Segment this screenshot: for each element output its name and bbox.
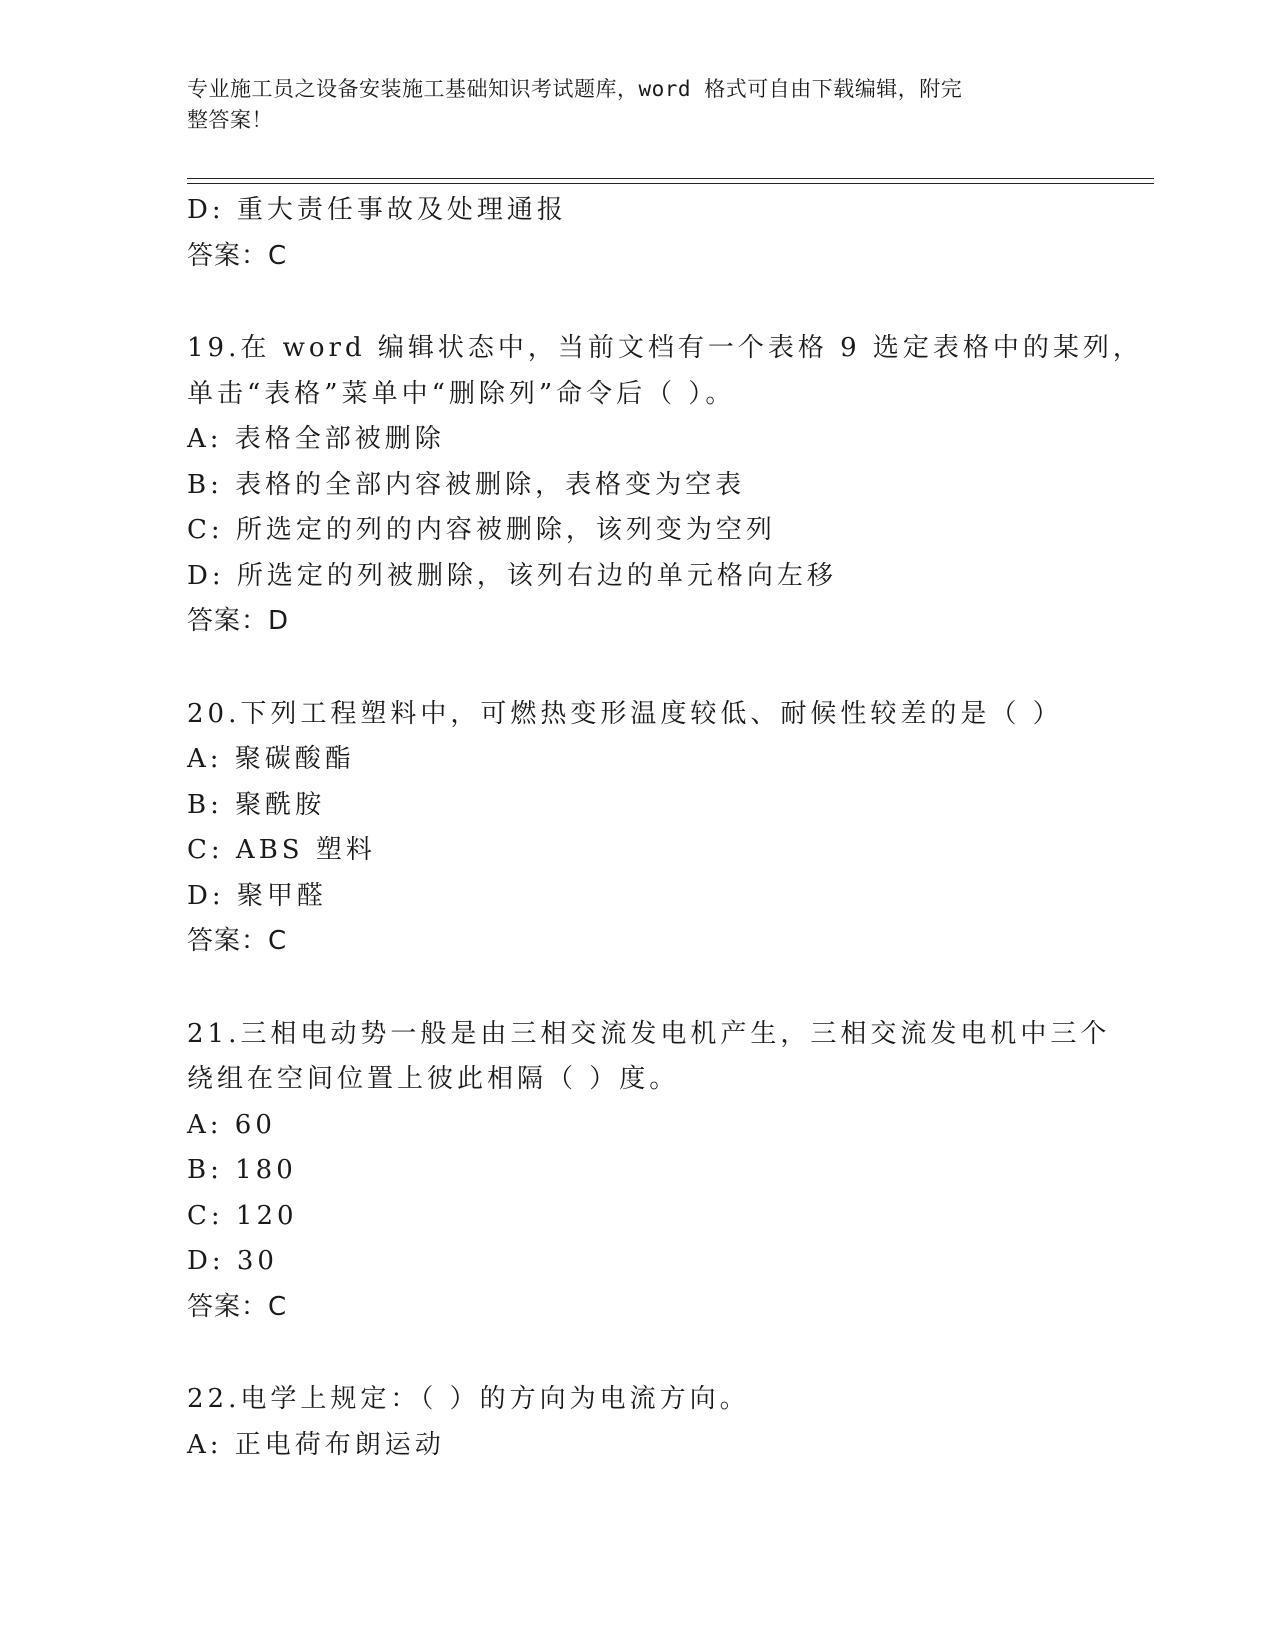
header-title-line-2: 整答案！ [187,108,273,132]
answer: 答案：C [187,926,288,956]
prev-question-tail [187,188,1147,279]
option-d: D: 聚甲醛 [187,880,327,911]
option-d: D: 重大责任事故及处理通报 [187,195,567,225]
option-a: A: 正电荷布朗运动 [187,1429,445,1460]
option-c: C: 120 [187,1200,298,1231]
option-b: B: 180 [187,1155,297,1185]
question-stem-line-2: 单击“表格”菜单中“删除列”命令后（ ）。 [187,378,736,409]
question-spacer [187,1330,1147,1377]
header-divider-top [187,178,1154,179]
option-a: A: 表格全部被删除 [187,424,445,454]
question-stem-line-1: 22.电学上规定：（ ）的方向为电流方向。 [187,1384,750,1414]
question-stem-line-1: 21.三相电动势一般是由三相交流发电机产生，三相交流发电机中三个 [187,1018,1111,1049]
question-21 [187,1012,1147,1331]
question-list [187,188,1147,1468]
question-22 [187,1377,1147,1468]
option-b: B: 表格的全部内容被删除，表格变为空表 [187,469,746,500]
question-spacer [187,279,1147,326]
option-c: C: ABS 塑料 [187,835,376,865]
answer: 答案：C [187,240,288,271]
question-stem-line-1: 20.下列工程塑料中，可燃热变形温度较低、耐候性较差的是（ ） [187,698,1063,729]
question-stem-line-2: 绕组在空间位置上彼此相隔（ ）度。 [187,1064,680,1094]
option-a: A: 聚碳酸酯 [187,744,355,774]
option-d: D: 30 [187,1246,278,1276]
option-a: A: 60 [187,1109,276,1140]
answer: 答案：D [187,606,290,636]
question-stem-line-1: 19.在 word 编辑状态中，当前文档有一个表格 9 选定表格中的某列， [187,333,1143,363]
document-header [187,74,1087,136]
answer: 答案：C [187,1291,288,1322]
question-spacer [187,645,1147,692]
option-c: C: 所选定的列的内容被删除，该列变为空列 [187,515,776,545]
header-divider-bottom [187,183,1154,184]
header-title-line-1: 专业施工员之设备安装施工基础知识考试题库，word 格式可自由下载编辑，附完 [187,77,963,101]
question-19 [187,326,1147,645]
option-b: B: 聚酰胺 [187,789,326,820]
question-spacer [187,965,1147,1012]
option-d: D: 所选定的列被删除，该列右边的单元格向左移 [187,560,837,591]
question-20 [187,692,1147,965]
